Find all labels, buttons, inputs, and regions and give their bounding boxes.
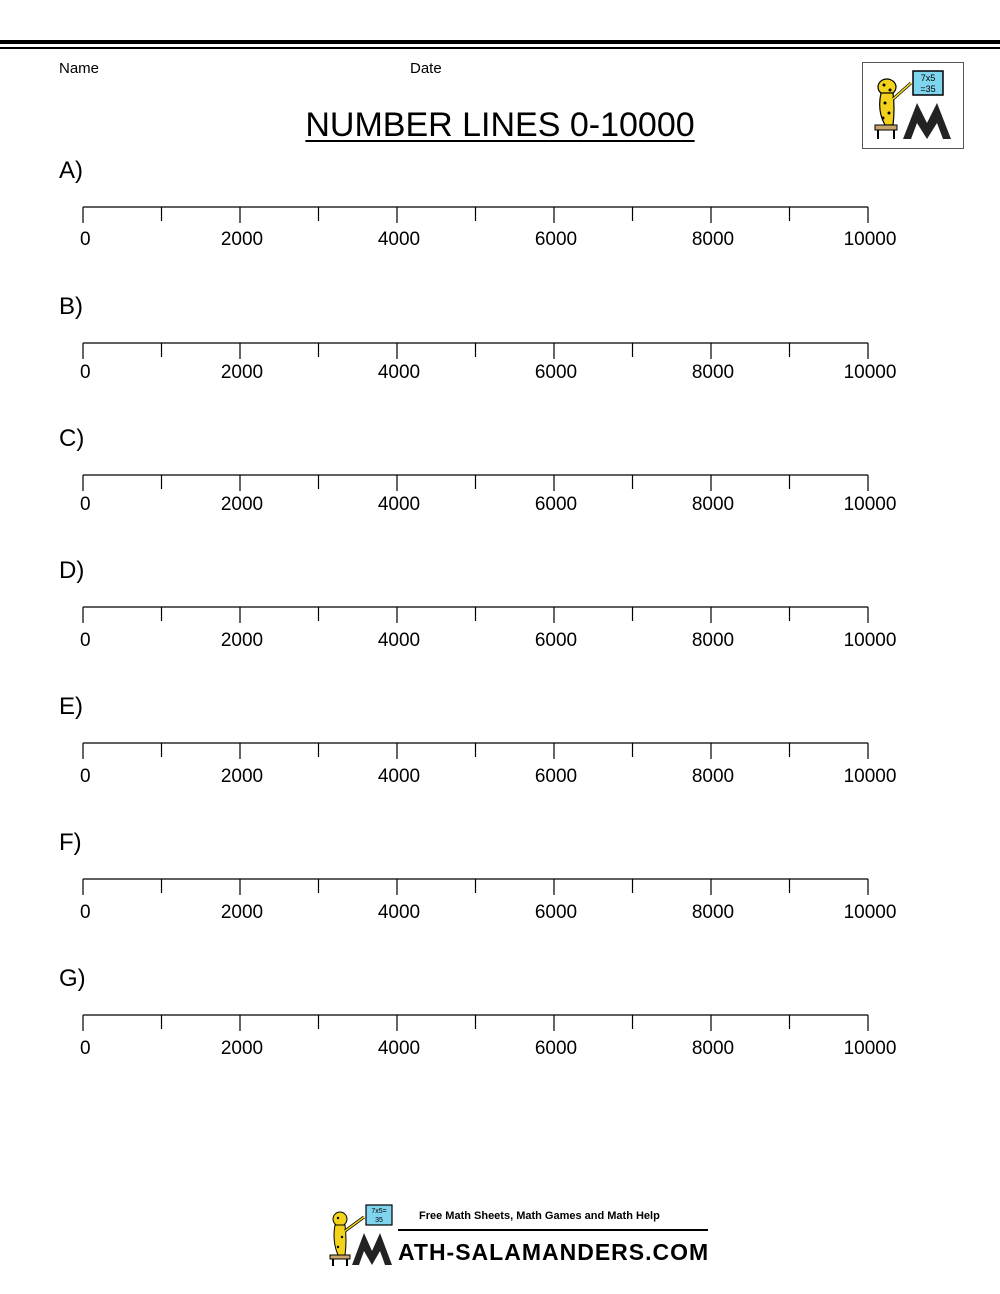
tick-label: 10000 bbox=[843, 494, 897, 515]
row-label: G) bbox=[59, 965, 86, 992]
logo-board-text-2: =35 bbox=[920, 84, 936, 94]
tick-label: 8000 bbox=[691, 766, 735, 787]
tick-label: 2000 bbox=[220, 494, 264, 515]
tick-label: 8000 bbox=[691, 630, 735, 651]
tick-label: 8000 bbox=[691, 362, 735, 383]
tick-label: 0 bbox=[80, 1038, 91, 1059]
tick-label: 10000 bbox=[843, 630, 897, 651]
tick-label: 4000 bbox=[377, 630, 421, 651]
row-label: B) bbox=[59, 293, 83, 320]
tick-label: 8000 bbox=[691, 229, 735, 250]
footer-board-text-1: 7x5= bbox=[371, 1208, 387, 1215]
tick-label: 0 bbox=[80, 362, 91, 383]
tick-label: 6000 bbox=[534, 494, 578, 515]
number-line-row bbox=[0, 829, 1000, 939]
number-line-row bbox=[0, 693, 1000, 803]
salamander-teacher-icon bbox=[863, 63, 963, 148]
top-rule-thick bbox=[0, 40, 1000, 44]
page-title: NUMBER LINES 0-10000 bbox=[305, 106, 695, 144]
tick-label: 10000 bbox=[843, 1038, 897, 1059]
footer-brand: ATH-SALAMANDERS.COM bbox=[398, 1239, 710, 1265]
footer-tagline: Free Math Sheets, Math Games and Math Help bbox=[419, 1210, 660, 1222]
row-label: E) bbox=[59, 693, 83, 720]
number-line-row bbox=[0, 425, 1000, 535]
tick-label: 8000 bbox=[691, 494, 735, 515]
number-line bbox=[0, 965, 1000, 1075]
tick-label: 0 bbox=[80, 229, 91, 250]
tick-label: 6000 bbox=[534, 1038, 578, 1059]
tick-label: 0 bbox=[80, 902, 91, 923]
name-label: Name bbox=[59, 60, 100, 77]
tick-label: 0 bbox=[80, 494, 91, 515]
tick-label: 2000 bbox=[220, 766, 264, 787]
number-line bbox=[0, 293, 1000, 403]
tick-label: 2000 bbox=[220, 630, 264, 651]
tick-label: 2000 bbox=[220, 229, 264, 250]
top-rule-thin bbox=[0, 47, 1000, 49]
number-line bbox=[0, 829, 1000, 939]
tick-label: 4000 bbox=[377, 494, 421, 515]
number-line-row bbox=[0, 157, 1000, 267]
number-line-row bbox=[0, 293, 1000, 403]
number-line bbox=[0, 157, 1000, 267]
row-label: F) bbox=[59, 829, 82, 856]
tick-label: 2000 bbox=[220, 1038, 264, 1059]
tick-label: 2000 bbox=[220, 362, 264, 383]
row-label: D) bbox=[59, 557, 85, 584]
tick-label: 4000 bbox=[377, 902, 421, 923]
number-line bbox=[0, 425, 1000, 535]
row-label: C) bbox=[59, 425, 85, 452]
number-line bbox=[0, 557, 1000, 667]
tick-label: 4000 bbox=[377, 362, 421, 383]
footer-rule bbox=[398, 1229, 708, 1231]
tick-label: 4000 bbox=[377, 1038, 421, 1059]
tick-label: 0 bbox=[80, 630, 91, 651]
footer-logo bbox=[326, 1203, 712, 1267]
tick-label: 8000 bbox=[691, 1038, 735, 1059]
tick-label: 0 bbox=[80, 766, 91, 787]
tick-label: 2000 bbox=[220, 902, 264, 923]
number-line-row bbox=[0, 965, 1000, 1075]
date-label: Date bbox=[410, 60, 442, 77]
tick-label: 6000 bbox=[534, 229, 578, 250]
logo-board-text-1: 7x5 bbox=[920, 73, 936, 83]
row-label: A) bbox=[59, 157, 83, 184]
tick-label: 6000 bbox=[534, 362, 578, 383]
tick-label: 10000 bbox=[843, 362, 897, 383]
tick-label: 6000 bbox=[534, 630, 578, 651]
tick-label: 4000 bbox=[377, 229, 421, 250]
tick-label: 6000 bbox=[534, 766, 578, 787]
number-line bbox=[0, 693, 1000, 803]
footer-board-text-2: 35 bbox=[375, 1217, 383, 1224]
number-line-row bbox=[0, 557, 1000, 667]
tick-label: 8000 bbox=[691, 902, 735, 923]
tick-label: 10000 bbox=[843, 229, 897, 250]
salamander-footer-icon bbox=[326, 1203, 406, 1267]
tick-label: 6000 bbox=[534, 902, 578, 923]
tick-label: 10000 bbox=[843, 902, 897, 923]
logo bbox=[862, 62, 964, 149]
tick-label: 10000 bbox=[843, 766, 897, 787]
tick-label: 4000 bbox=[377, 766, 421, 787]
